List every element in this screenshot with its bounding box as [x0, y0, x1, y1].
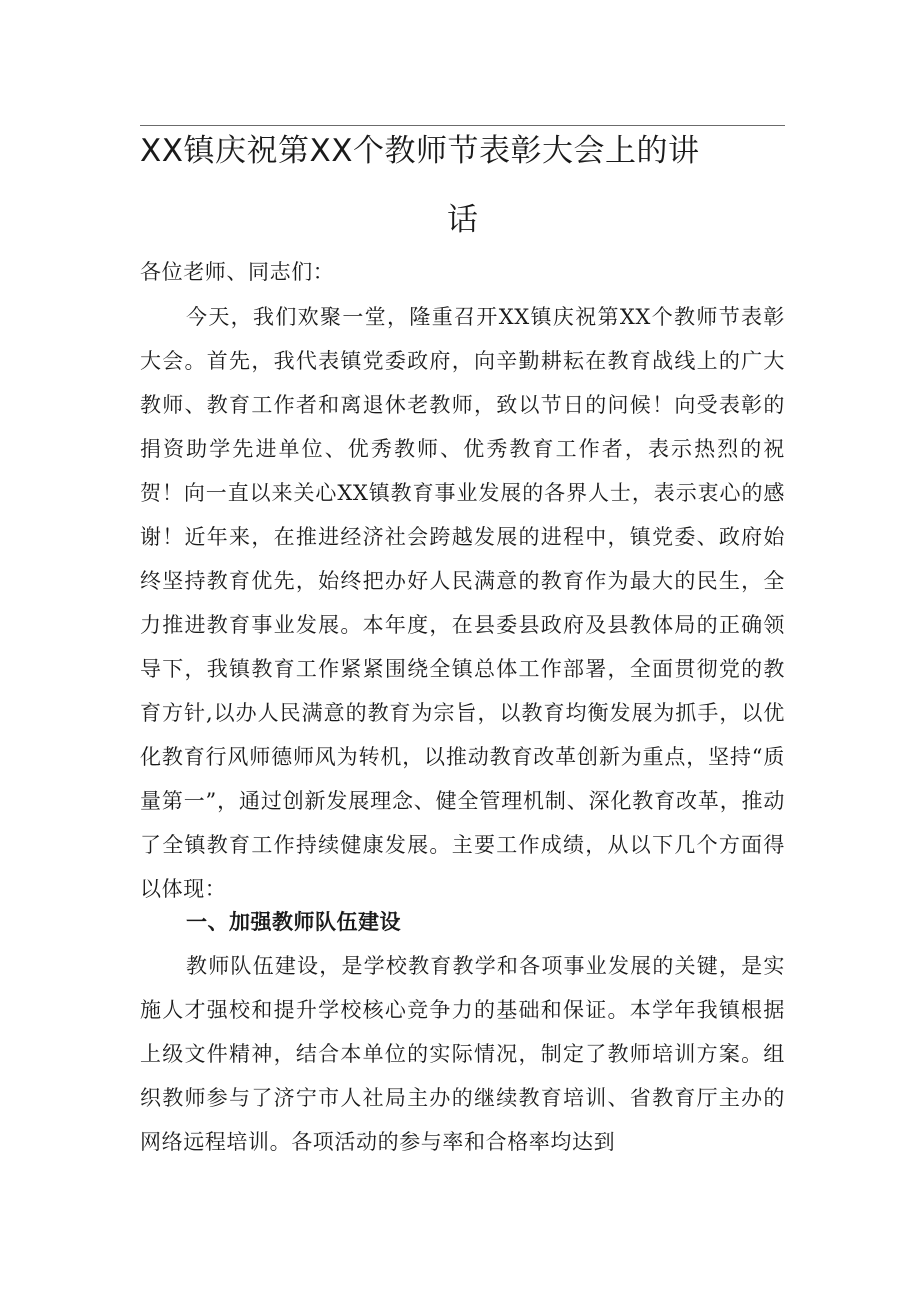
header-rule	[140, 125, 785, 126]
salutation: 各位老师、同志们：	[140, 260, 335, 284]
document-title: XX镇庆祝第XX个教师节表彰大会上的讲	[140, 133, 700, 169]
section-1-paragraph: 教师队伍建设，是学校教育教学和各项事业发展的关键，是实施人才强校和提升学校核心竞争力的基础和保证。本学年我镇根据上级文件精神，结合本单位的实际情况，制定了教师培训方案。组织教师参与了济宁市人社局主办的继续教育培训、省教育厅主办的网络远程培训。各项活动的参与率和合格率均达到	[140, 954, 785, 1154]
document-title-continuation: 话	[447, 202, 478, 238]
section-heading-1: 一、加强教师队伍建设	[186, 910, 401, 934]
opening-paragraph: 今天，我们欢聚一堂，隆重召开XX镇庆祝第XX个教师节表彰大会。首先，我代表镇党委政府，向辛勤耕耘在教育战线上的广大教师、教育工作者和离退休老教师，致以节日的问候！向受表彰的捐资助学先进单位、优秀教师、优秀教育工作者，表示热烈的祝贺！向一直以来关心XX镇教育事业发展的各界人士，表示衷心的感谢！近年来，在推进经济社会跨越发展的进程中，镇党委、政府始终坚持教育优先，始终把办好人民满意的教育作为最大的民生，全力推进教育事业发展。本年度，在县委县政府及县教体局的正确领导下，我镇教育工作紧紧围绕全镇总体工作部署，全面贯彻党的教育方针,以办人民满意的教育为宗旨，以教育均衡发展为抓手，以优化教育行风师德师风为转机，以推动教育改革创新为重点，坚持“质量第一”，通过创新发展理念、健全管理机制、深化教育改革，推动了全镇教育工作持续健康发展。主要工作成绩，从以下几个方面得以体现：	[140, 305, 785, 901]
